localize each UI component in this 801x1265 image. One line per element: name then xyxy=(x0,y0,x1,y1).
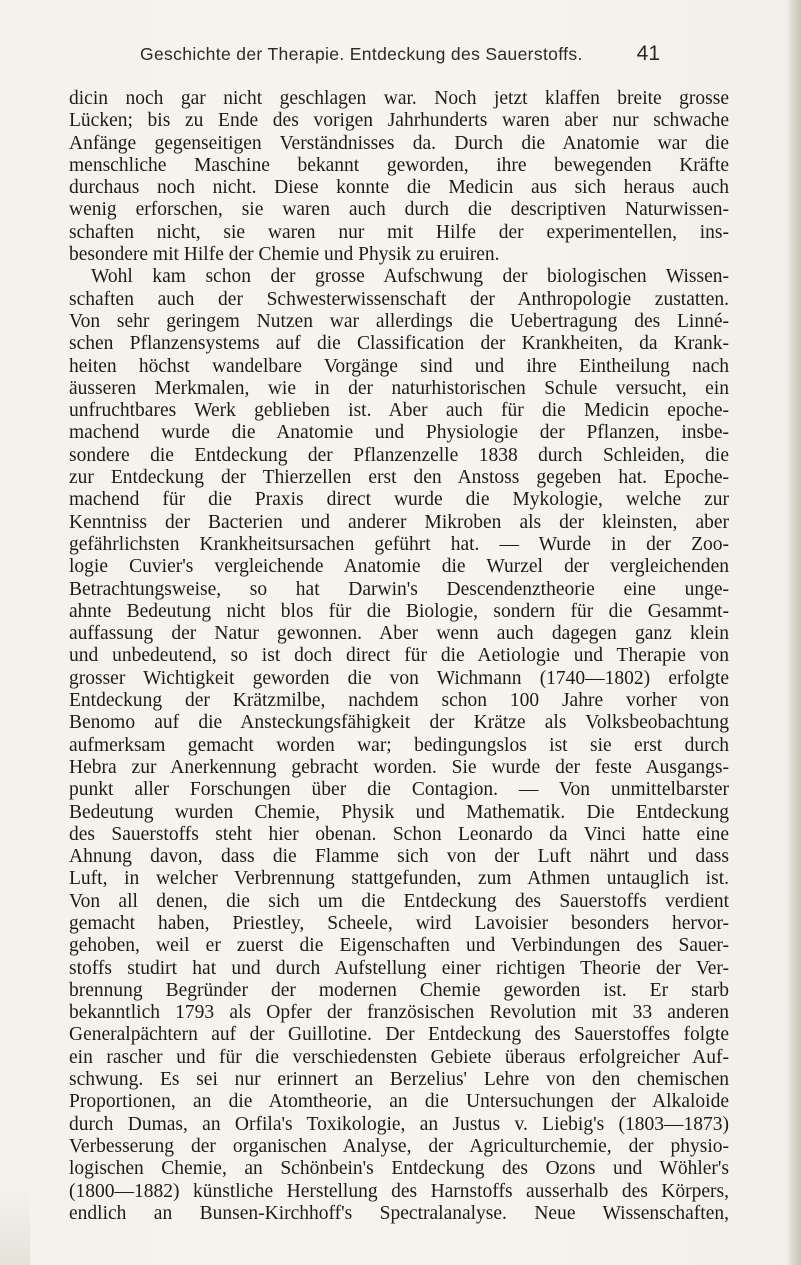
text-line: Luft, in welcher Verbrennung stattgefunden, zum Athmen untauglich ist. xyxy=(69,868,729,890)
text-line: Entdeckung der Krätzmilbe, nachdem schon 100 Jahre vorher von xyxy=(69,690,729,712)
page-edge-shadow xyxy=(787,0,801,1265)
text-line: Ahnung davon, dass die Flamme sich von der Luft nährt und dass xyxy=(69,846,729,868)
text-line: bekanntlich 1793 als Opfer der französischen Revolution mit 33 anderen xyxy=(69,1002,729,1024)
text-line: besondere mit Hilfe der Chemie und Physik zu eruiren. xyxy=(69,244,500,266)
text-line: Anfänge gegenseitigen Verständnisses da. Durch die Anatomie war die xyxy=(69,132,729,154)
text-line: aufmerksam gemacht worden war; bedingungslos ist sie erst durch xyxy=(69,734,729,756)
text-line: äusseren Merkmalen, wie in der naturhistorischen Schule versucht, ein xyxy=(69,377,729,399)
text-line: schaften auch der Schwesterwissenschaft der Anthropologie zustatten. xyxy=(69,288,729,310)
text-line: wenig erforschen, sie waren auch durch die descriptiven Naturwissen- xyxy=(69,199,729,221)
text-line: Hebra zur Anerkennung gebracht worden. Sie wurde der feste Ausgangs- xyxy=(69,756,729,778)
text-line: schwung. Es sei nur erinnert an Berzelius' Lehre von den chemischen xyxy=(69,1069,729,1091)
text-line: Bedeutung wurden Chemie, Physik und Mathematik. Die Entdeckung xyxy=(69,801,729,823)
text-line: auffassung der Natur gewonnen. Aber wenn auch dagegen ganz klein xyxy=(69,623,729,645)
text-line: gefährlichsten Krankheitsursachen geführt hat. — Wurde in der Zoo- xyxy=(69,533,729,555)
text-line: schen Pflanzensystems auf die Classification der Krankheiten, da Krank- xyxy=(69,333,729,355)
text-line: stoffs studirt hat und durch Aufstellung einer richtigen Theorie der Ver- xyxy=(69,957,729,979)
page-number: 41 xyxy=(636,42,660,65)
text-line: des Sauerstoffs steht hier obenan. Schon Leonardo da Vinci hatte eine xyxy=(69,823,729,845)
text-line: schaften nicht, sie waren nur mit Hilfe der experimentellen, ins- xyxy=(69,221,729,243)
text-line: und unbedeutend, so ist doch direct für die Aetiologie und Therapie von xyxy=(69,645,729,667)
text-line: Betrachtungsweise, so hat Darwin's Descendenztheorie eine unge- xyxy=(69,578,729,600)
text-line: (1800—1882) künstliche Herstellung des Harnstoffs ausserhalb des Körpers, xyxy=(69,1180,729,1202)
text-line: Generalpächtern auf der Guillotine. Der Entdeckung des Sauerstoffes folgte xyxy=(69,1024,729,1046)
text-line: logie Cuvier's vergleichende Anatomie die Wurzel der vergleichenden xyxy=(69,556,729,578)
text-line: logischen Chemie, an Schönbein's Entdeckung des Ozons und Wöhler's xyxy=(69,1158,729,1180)
page-header xyxy=(120,42,660,70)
text-line: Kenntniss der Bacterien und anderer Mikroben als der kleinsten, aber xyxy=(69,511,729,533)
text-line: sondere die Entdeckung der Pflanzenzelle 1838 durch Schleiden, die xyxy=(69,444,729,466)
text-line: machend für die Praxis direct wurde die Mykologie, welche zur xyxy=(69,489,729,511)
text-line: endlich an Bunsen-Kirchhoff's Spectralanalyse. Neue Wissenschaften, xyxy=(69,1202,729,1224)
text-line: ein rascher und für die verschiedensten Gebiete überaus erfolgreicher Auf- xyxy=(69,1046,729,1068)
text-line: Lücken; bis zu Ende des vorigen Jahrhunderts waren aber nur schwache xyxy=(69,110,729,132)
text-line: zur Entdeckung der Thierzellen erst den Anstoss gegeben hat. Epoche- xyxy=(69,467,729,489)
text-line: Von all denen, die sich um die Entdeckung des Sauerstoffs verdient xyxy=(69,890,729,912)
text-line: Benomo auf die Ansteckungsfähigkeit der Krätze als Volksbeobachtung xyxy=(69,712,729,734)
text-line: unfruchtbares Werk geblieben ist. Aber auch für die Medicin epoche- xyxy=(69,400,729,422)
text-line: Verbesserung der organischen Analyse, der Agriculturchemie, der physio- xyxy=(69,1135,729,1157)
text-line: dicin noch gar nicht geschlagen war. Noch jetzt klaffen breite grosse xyxy=(69,88,729,109)
text-line: gehoben, weil er zuerst die Eigenschaften und Verbindungen des Sauer- xyxy=(69,935,729,957)
text-line: heiten höchst wandelbare Vorgänge sind und ihre Eintheilung nach xyxy=(69,355,729,377)
text-line: grosser Wichtigkeit geworden die von Wichmann (1740—1802) erfolgte xyxy=(69,667,729,689)
text-line: brennung Begründer der modernen Chemie geworden ist. Er starb xyxy=(69,979,729,1001)
text-line: menschliche Maschine bekannt geworden, ihre bewegenden Kräfte xyxy=(69,154,729,176)
running-head: Geschichte der Therapie. Entdeckung des Sauerstoffs. xyxy=(140,44,583,64)
text-line: Wohl kam schon der grosse Aufschwung der biologischen Wissen- xyxy=(91,266,729,288)
text-line: Proportionen, an die Atomtheorie, an die Untersuchungen der Alkaloide xyxy=(69,1091,729,1113)
text-line: Von sehr geringem Nutzen war allerdings die Uebertragung des Linné- xyxy=(69,310,729,332)
page-corner-stain xyxy=(0,1185,30,1265)
body-text xyxy=(69,88,729,1225)
text-line: machend wurde die Anatomie und Physiologie der Pflanzen, insbe- xyxy=(69,422,729,444)
text-line: punkt aller Forschungen über die Contagion. — Von unmittelbarster xyxy=(69,779,729,801)
text-line: gemacht haben, Priestley, Scheele, wird Lavoisier besonders hervor- xyxy=(69,912,729,934)
text-line: durch Dumas, an Orfila's Toxikologie, an Justus v. Liebig's (1803—1873) xyxy=(69,1113,729,1135)
text-line: ahnte Bedeutung nicht blos für die Biologie, sondern für die Gesammt- xyxy=(69,600,729,622)
text-line: durchaus noch nicht. Diese konnte die Medicin aus sich heraus auch xyxy=(69,177,729,199)
